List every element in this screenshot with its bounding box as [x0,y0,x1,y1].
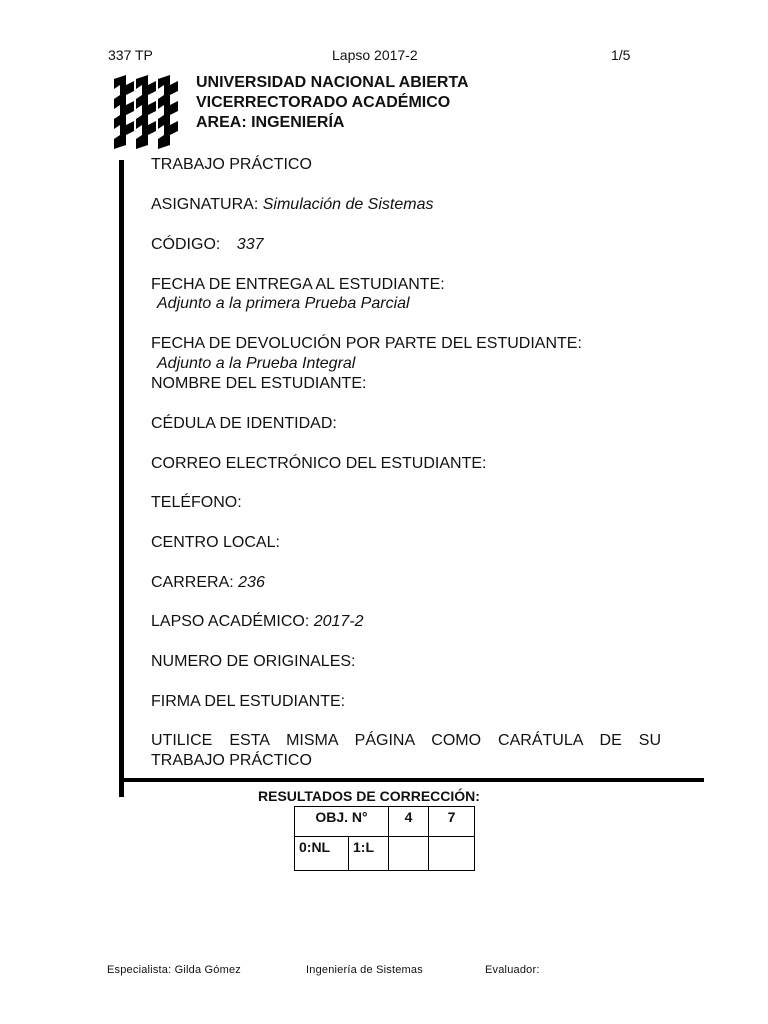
return-date-label: FECHA DE DEVOLUCIÓN POR PARTE DEL ESTUDIANTE: [151,335,582,352]
header-period: Lapso 2017-2 [332,47,418,63]
results-title: RESULTADOS DE CORRECCIÓN: [258,788,480,804]
results-table [294,806,475,871]
objective-cell-2: 7 [429,807,475,837]
frame-left-rule [119,160,124,797]
academic-term-field [151,612,364,632]
code-field [151,235,264,255]
score-cell-2 [429,837,475,871]
career-value: 236 [238,574,265,591]
delivery-date-value: Adjunto a la primera Prueba Parcial [157,295,410,312]
academic-term-value: 2017-2 [313,613,364,630]
cover-instruction [151,731,661,771]
results-score-row [295,837,475,871]
email-label: CORREO ELECTRÓNICO DEL ESTUDIANTE: [151,455,487,472]
career-label: CARRERA: [151,574,234,591]
cover-instruction-line-1: UTILICE ESTA MISMA PÁGINA COMO CARÁTULA DE SU [151,732,661,749]
student-name-label: NOMBRE DEL ESTUDIANTE: [151,375,367,392]
footer-program: Ingeniería de Sistemas [306,964,423,976]
delivery-date-label: FECHA DE ENTREGA AL ESTUDIANTE: [151,276,445,293]
subject-field [151,195,433,215]
phone-label: TELÉFONO: [151,494,242,511]
form-title: TRABAJO PRÁCTICO [151,156,312,173]
subject-label: ASIGNATURA: [151,196,259,213]
academic-term-label: LAPSO ACADÉMICO: [151,613,310,630]
score-cell-1 [389,837,429,871]
area-label: AREA: INGENIERÍA [196,114,345,131]
frame-bottom-rule [119,778,704,782]
local-center-label: CENTRO LOCAL: [151,534,280,551]
return-date-value: Adjunto a la Prueba Integral [157,355,356,372]
vice-rectorate: VICERRECTORADO ACADÉMICO [196,94,451,111]
code-label: CÓDIGO: [151,236,221,253]
footer-specialist: Especialista: Gilda Gómez [107,964,241,976]
objective-header-cell: OBJ. N° [295,807,389,837]
not-achieved-cell: 0:NL [295,837,349,871]
header-page-number: 1/5 [611,47,631,63]
career-field [151,573,265,593]
signature-label: FIRMA DEL ESTUDIANTE: [151,693,346,710]
institution-name: UNIVERSIDAD NACIONAL ABIERTA [196,74,469,91]
results-header-row [295,807,475,837]
achieved-cell: 1:L [349,837,389,871]
footer-evaluator: Evaluador: [485,964,540,976]
objective-cell-1: 4 [389,807,429,837]
header-course: 337 TP [108,47,153,63]
cover-instruction-line-2: TRABAJO PRÁCTICO [151,752,312,769]
id-number-label: CÉDULA DE IDENTIDAD: [151,415,337,432]
una-logo-icon [112,75,180,149]
code-value: 337 [236,236,264,253]
originals-count-label: NUMERO DE ORIGINALES: [151,653,356,670]
subject-value: Simulación de Sistemas [262,196,434,213]
